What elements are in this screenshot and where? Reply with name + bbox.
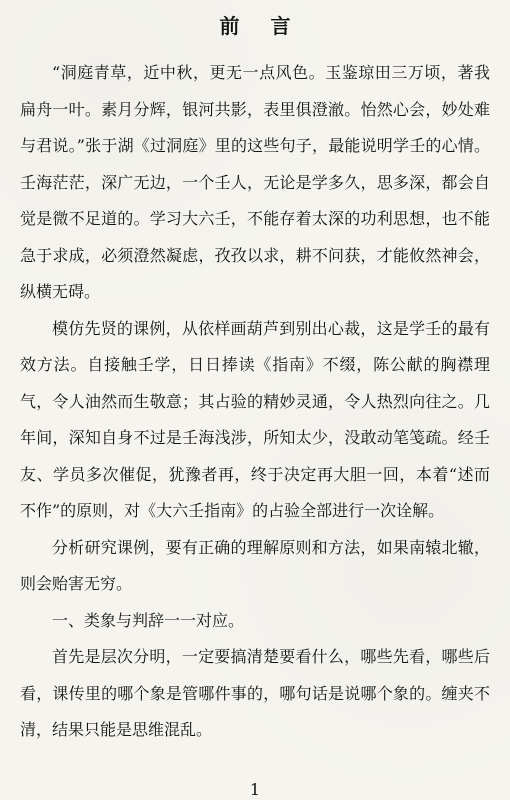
- paragraph-2: 模仿先贤的课例，从依样画葫芦到别出心裁，这是学壬的最有效方法。自接触壬学，日日捧读《指南》不缀，陈公献的胸襟理气，令人油然而生敬意；其占验的精妙灵通，令人热烈向往之。几年间，深知自身不过是壬海浅涉，所知太少，没敢动笔笺疏。经壬友、学员多次催促，犹豫者再，终于决定再大胆一回，本着“述而不作”的原则，对《大六壬指南》的占验全部进行一次诠解。: [20, 318, 490, 520]
- paragraph-5: 首先是层次分明，一定要搞清楚要看什么，哪些先看，哪些后看，课传里的哪个象是管哪件事的，哪句话是说哪个象的。缠夹不清，结果只能是思维混乱。: [20, 647, 490, 739]
- paragraph-4: 一、类象与判辞一一对应。: [52, 610, 245, 630]
- page-number: 1: [249, 780, 261, 799]
- page-title: 前 言: [219, 14, 303, 38]
- paragraph-3: 分析研究课例，要有正确的理解原则和方法，如果南辕北辙，则会贻害无穷。: [20, 537, 490, 593]
- paragraph-1: “洞庭青草，近中秋，更无一点风色。玉鉴琼田三万顷，著我扁舟一叶。素月分辉，银河共影，表里俱澄澈。怡然心会，妙处难与君说。”张于湖《过洞庭》里的这些句子，最能说明学壬的心情。壬海茫茫，深广无边，一个壬人，无论是学多久，思多深，都会自觉是微不足道的。学习大六壬，不能存着太深的功利思想，也不能急于求成，必须澄然凝虑，孜孜以求，耕不问获，才能攸然神会，纵横无碍。: [20, 63, 490, 301]
- preface-text: [20, 55, 490, 749]
